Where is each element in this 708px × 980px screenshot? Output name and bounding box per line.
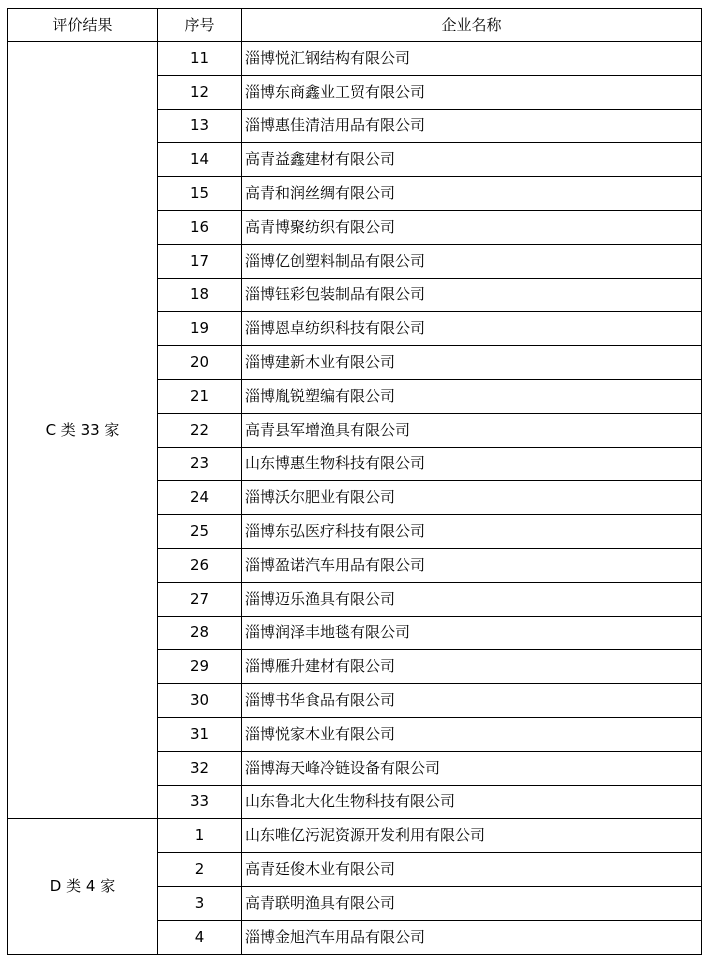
row-number-cell: 15 [158,177,242,211]
company-name-cell: 高青益鑫建材有限公司 [242,143,702,177]
row-number-cell: 17 [158,244,242,278]
company-name-cell: 淄博建新木业有限公司 [242,346,702,380]
header-result: 评价结果 [8,9,158,42]
company-name-cell: 高青联明渔具有限公司 [242,886,702,920]
row-number-cell: 14 [158,143,242,177]
company-name-cell: 淄博盈诺汽车用品有限公司 [242,548,702,582]
company-name-cell: 淄博亿创塑料制品有限公司 [242,244,702,278]
company-name-cell: 淄博胤锐塑编有限公司 [242,379,702,413]
header-row [8,9,702,42]
company-name-cell: 高青和润丝绸有限公司 [242,177,702,211]
company-name-cell: 高青博聚纺织有限公司 [242,210,702,244]
table-row [8,819,702,853]
company-name-cell: 山东鲁北大化生物科技有限公司 [242,785,702,819]
table-row [8,42,702,76]
company-name-cell: 淄博金旭汽车用品有限公司 [242,920,702,954]
company-name-cell: 山东博惠生物科技有限公司 [242,447,702,481]
row-number-cell: 3 [158,886,242,920]
row-number-cell: 12 [158,75,242,109]
company-name-cell: 淄博迈乐渔具有限公司 [242,582,702,616]
row-number-cell: 2 [158,853,242,887]
row-number-cell: 20 [158,346,242,380]
row-number-cell: 24 [158,481,242,515]
result-category-cell: C 类 33 家 [8,42,158,819]
header-number: 序号 [158,9,242,42]
company-name-cell: 淄博悦汇钢结构有限公司 [242,42,702,76]
row-number-cell: 22 [158,413,242,447]
company-name-cell: 高青县军增渔具有限公司 [242,413,702,447]
company-name-cell: 淄博东弘医疗科技有限公司 [242,515,702,549]
row-number-cell: 4 [158,920,242,954]
row-number-cell: 19 [158,312,242,346]
row-number-cell: 21 [158,379,242,413]
company-name-cell: 高青廷俊木业有限公司 [242,853,702,887]
row-number-cell: 33 [158,785,242,819]
company-name-cell: 淄博书华食品有限公司 [242,684,702,718]
row-number-cell: 13 [158,109,242,143]
row-number-cell: 26 [158,548,242,582]
company-name-cell: 淄博悦家木业有限公司 [242,717,702,751]
company-name-cell: 淄博润泽丰地毯有限公司 [242,616,702,650]
company-name-cell: 淄博钰彩包装制品有限公司 [242,278,702,312]
row-number-cell: 29 [158,650,242,684]
row-number-cell: 11 [158,42,242,76]
row-number-cell: 16 [158,210,242,244]
row-number-cell: 28 [158,616,242,650]
company-name-cell: 淄博雁升建材有限公司 [242,650,702,684]
result-category-cell: D 类 4 家 [8,819,158,954]
company-name-cell: 淄博海天峰冷链设备有限公司 [242,751,702,785]
company-name-cell: 淄博惠佳清洁用品有限公司 [242,109,702,143]
row-number-cell: 30 [158,684,242,718]
company-name-cell: 淄博沃尔肥业有限公司 [242,481,702,515]
row-number-cell: 25 [158,515,242,549]
row-number-cell: 23 [158,447,242,481]
row-number-cell: 27 [158,582,242,616]
row-number-cell: 18 [158,278,242,312]
evaluation-table [7,8,702,955]
company-name-cell: 山东唯亿污泥资源开发利用有限公司 [242,819,702,853]
row-number-cell: 32 [158,751,242,785]
table-body [8,42,702,955]
row-number-cell: 1 [158,819,242,853]
company-name-cell: 淄博恩卓纺织科技有限公司 [242,312,702,346]
row-number-cell: 31 [158,717,242,751]
company-name-cell: 淄博东商鑫业工贸有限公司 [242,75,702,109]
header-company: 企业名称 [242,9,702,42]
